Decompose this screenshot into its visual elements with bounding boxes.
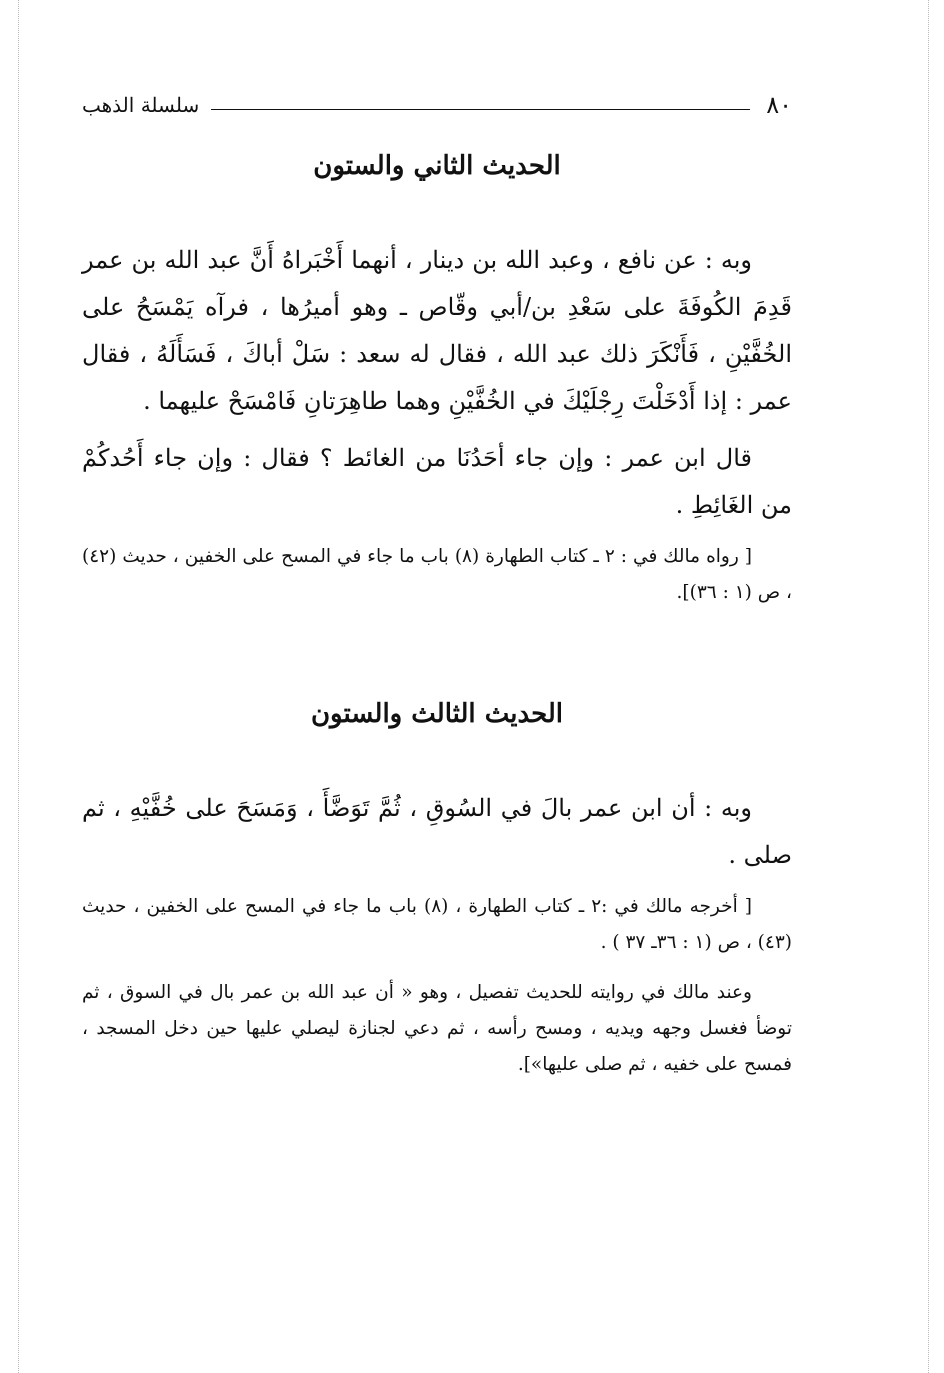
hadith-63-title: الحديث الثالث والستون bbox=[310, 699, 564, 729]
hadith-62-note: [ رواه مالك في : ٢ ـ كتاب الطهارة (٨) باب ما جاء في المسح على الخفين ، حديث (٤٢) ، ص (١ : ٣٦)]. bbox=[82, 546, 792, 603]
right-margin-dots bbox=[928, 0, 929, 1373]
hadith-62-paragraph-1: وبه : عن نافع ، وعبد الله بن دينار ، أنهما أَخْبَراهُ أَنَّ عبد الله بن عمر قَدِمَ الكُوفَةَ على سَعْدِ بن/أبي وقّاص ـ وهو أميرُها ، فرآه يَمْسَحُ على الخُفَّيْنِ ، فَأَنْكَرَ ذلك عبد الله ، فقال له سعد : سَلْ أباكَ ، فَسَأَلَهُ ، فقال عمر : إذا أَدْخَلْتَ رِجْلَيْكَ في الخُفَّيْنِ وهما طاهِرَتانِ فَامْسَحْ عليهما . bbox=[82, 246, 792, 415]
book-title: سلسلة الذهب bbox=[82, 93, 200, 117]
hadith-63-note-2: وعند مالك في روايته للحديث تفصيل ، وهو « أن عبد الله بن عمر بال في السوق ، ثم توضأ فغسل وجهه ويديه ، ومسح رأسه ، ثم دعي لجنازة ليصلي عليها حين دخل المسجد ، فمسح على خفيه ، ثم صلى عليها»]. bbox=[82, 982, 792, 1075]
running-head bbox=[82, 85, 792, 125]
hadith-62-title: الحديث الثاني والستون bbox=[313, 151, 561, 181]
hadith-63-paragraph-1: وبه : أن ابن عمر بالَ في السُوقِ ، ثُمَّ تَوَضَّأَ ، وَمَسَحَ على خُفَّيْهِ ، ثم صلى . bbox=[82, 794, 792, 869]
page-number: ٨٠ bbox=[766, 91, 792, 119]
header-rule bbox=[211, 109, 750, 110]
hadith-62-paragraph-2: قال ابن عمر : وإن جاء أحَدُنَا من الغائط ؟ فقال : وإن جاء أَحُدكُمْ من الغَائِطِ . bbox=[82, 444, 792, 519]
left-margin-dots bbox=[18, 0, 19, 1373]
book-page bbox=[82, 85, 792, 1097]
hadith-63-note-1: [ أخرجه مالك في :٢ ـ كتاب الطهارة ، (٨) باب ما جاء في المسح على الخفين ، حديث (٤٣) ، ص (١ : ٣٦ـ ٣٧ ) . bbox=[82, 896, 792, 953]
